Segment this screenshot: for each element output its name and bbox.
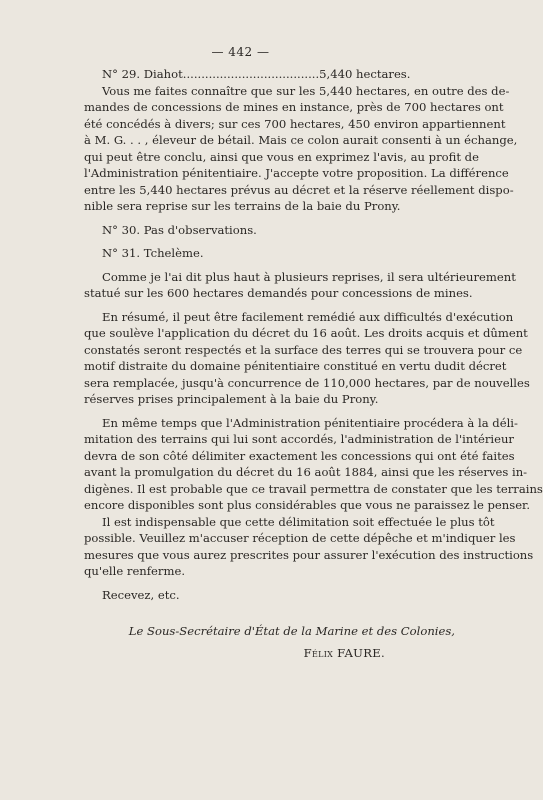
paragraph bbox=[84, 415, 543, 514]
text-line: N° 30. Pas d'observations. bbox=[102, 222, 257, 237]
text-line: statué sur les 600 hectares demandés pour concessions de mines. bbox=[84, 286, 473, 300]
text-line: Comme je l'ai dit plus haut à plusieurs reprises, il sera ultérieurement bbox=[102, 269, 516, 284]
text-line: motif distraite du domaine pénitentiaire constitué en vertu dudit décret bbox=[84, 359, 507, 373]
text-line: qui peut être conclu, ainsi que vous en exprimez l'avis, au profit de bbox=[84, 149, 479, 164]
text-line: sera remplacée, jusqu'à concurrence de 110,000 hectares, par de nouvelles bbox=[84, 375, 530, 390]
text-line: mesures que vous aurez prescrites pour assurer l'exécution des instructions bbox=[84, 547, 534, 562]
text-line: été concédés à divers; sur ces 700 hectares, 450 environ appartiennent bbox=[84, 116, 506, 131]
paragraph bbox=[84, 83, 518, 215]
signature-title: Le Sous-Secrétaire d'État de la Marine et des Colonies, bbox=[128, 624, 455, 638]
paragraph bbox=[84, 269, 516, 302]
text-line: Recevez, etc. bbox=[102, 587, 180, 602]
text-line: mandes de concessions de mines en instance, près de 700 hectares ont bbox=[84, 100, 504, 114]
text-line: encore disponibles sont plus considérables que vous ne paraissez le penser. bbox=[84, 498, 531, 512]
text-line: avant la promulgation du décret du 16 août 1884, ainsi que les réserves in- bbox=[84, 465, 528, 479]
text-line: réserves prises principalement à la baie du Prony. bbox=[84, 392, 379, 406]
paragraph bbox=[84, 514, 534, 580]
text-line: possible. Veuillez m'accuser réception de cette dépêche et m'indiquer les bbox=[84, 531, 516, 545]
text-line: En résumé, il peut être facilement remédié aux difficultés d'exécution bbox=[102, 309, 514, 324]
document-body bbox=[84, 66, 543, 661]
signature-name: Félix FAURE. bbox=[303, 645, 385, 660]
text-line: N° 29. Diahot.....................................5,440 hectares. bbox=[102, 67, 411, 81]
page-number: — 442 — bbox=[211, 45, 270, 59]
text-line: nible sera reprise sur les terrains de la baie du Prony. bbox=[84, 199, 401, 213]
text-line: l'Administration pénitentiaire. J'accepte votre proposition. La différence bbox=[84, 166, 509, 180]
paragraph bbox=[84, 587, 467, 604]
paragraph bbox=[84, 66, 467, 83]
paragraph bbox=[84, 309, 530, 408]
text-line: constatés seront respectés et la surface des terres qui se trouvera pour ce bbox=[84, 342, 523, 357]
text-line: Il est indispensable que cette délimitation soit effectuée le plus tôt bbox=[102, 514, 495, 529]
text-line: Vous me faites connaître que sur les 5,440 hectares, en outre des de- bbox=[102, 83, 510, 98]
paragraph bbox=[84, 245, 467, 262]
text-line: à M. G. . . , éleveur de bétail. Mais ce colon aurait consenti à un échange, bbox=[84, 133, 518, 147]
text-line: digènes. Il est probable que ce travail permettra de constater que les terrains bbox=[84, 481, 543, 496]
text-line: que soulève l'application du décret du 16 août. Les droits acquis et dûment bbox=[84, 326, 528, 340]
text-line: devra de son côté délimiter exactement les concessions qui ont été faites bbox=[84, 448, 515, 463]
text-line: entre les 5,440 hectares prévus au décret et la réserve réellement dispo- bbox=[84, 182, 514, 197]
text-line: N° 31. Tchelème. bbox=[102, 246, 204, 260]
paragraph bbox=[84, 222, 467, 239]
text-line: mitation des terrains qui lui sont accordés, l'administration de l'intérieur bbox=[84, 432, 514, 446]
text-line: qu'elle renferme. bbox=[84, 564, 186, 578]
text-line: En même temps que l'Administration pénitentiaire procédera à la déli- bbox=[102, 415, 518, 430]
